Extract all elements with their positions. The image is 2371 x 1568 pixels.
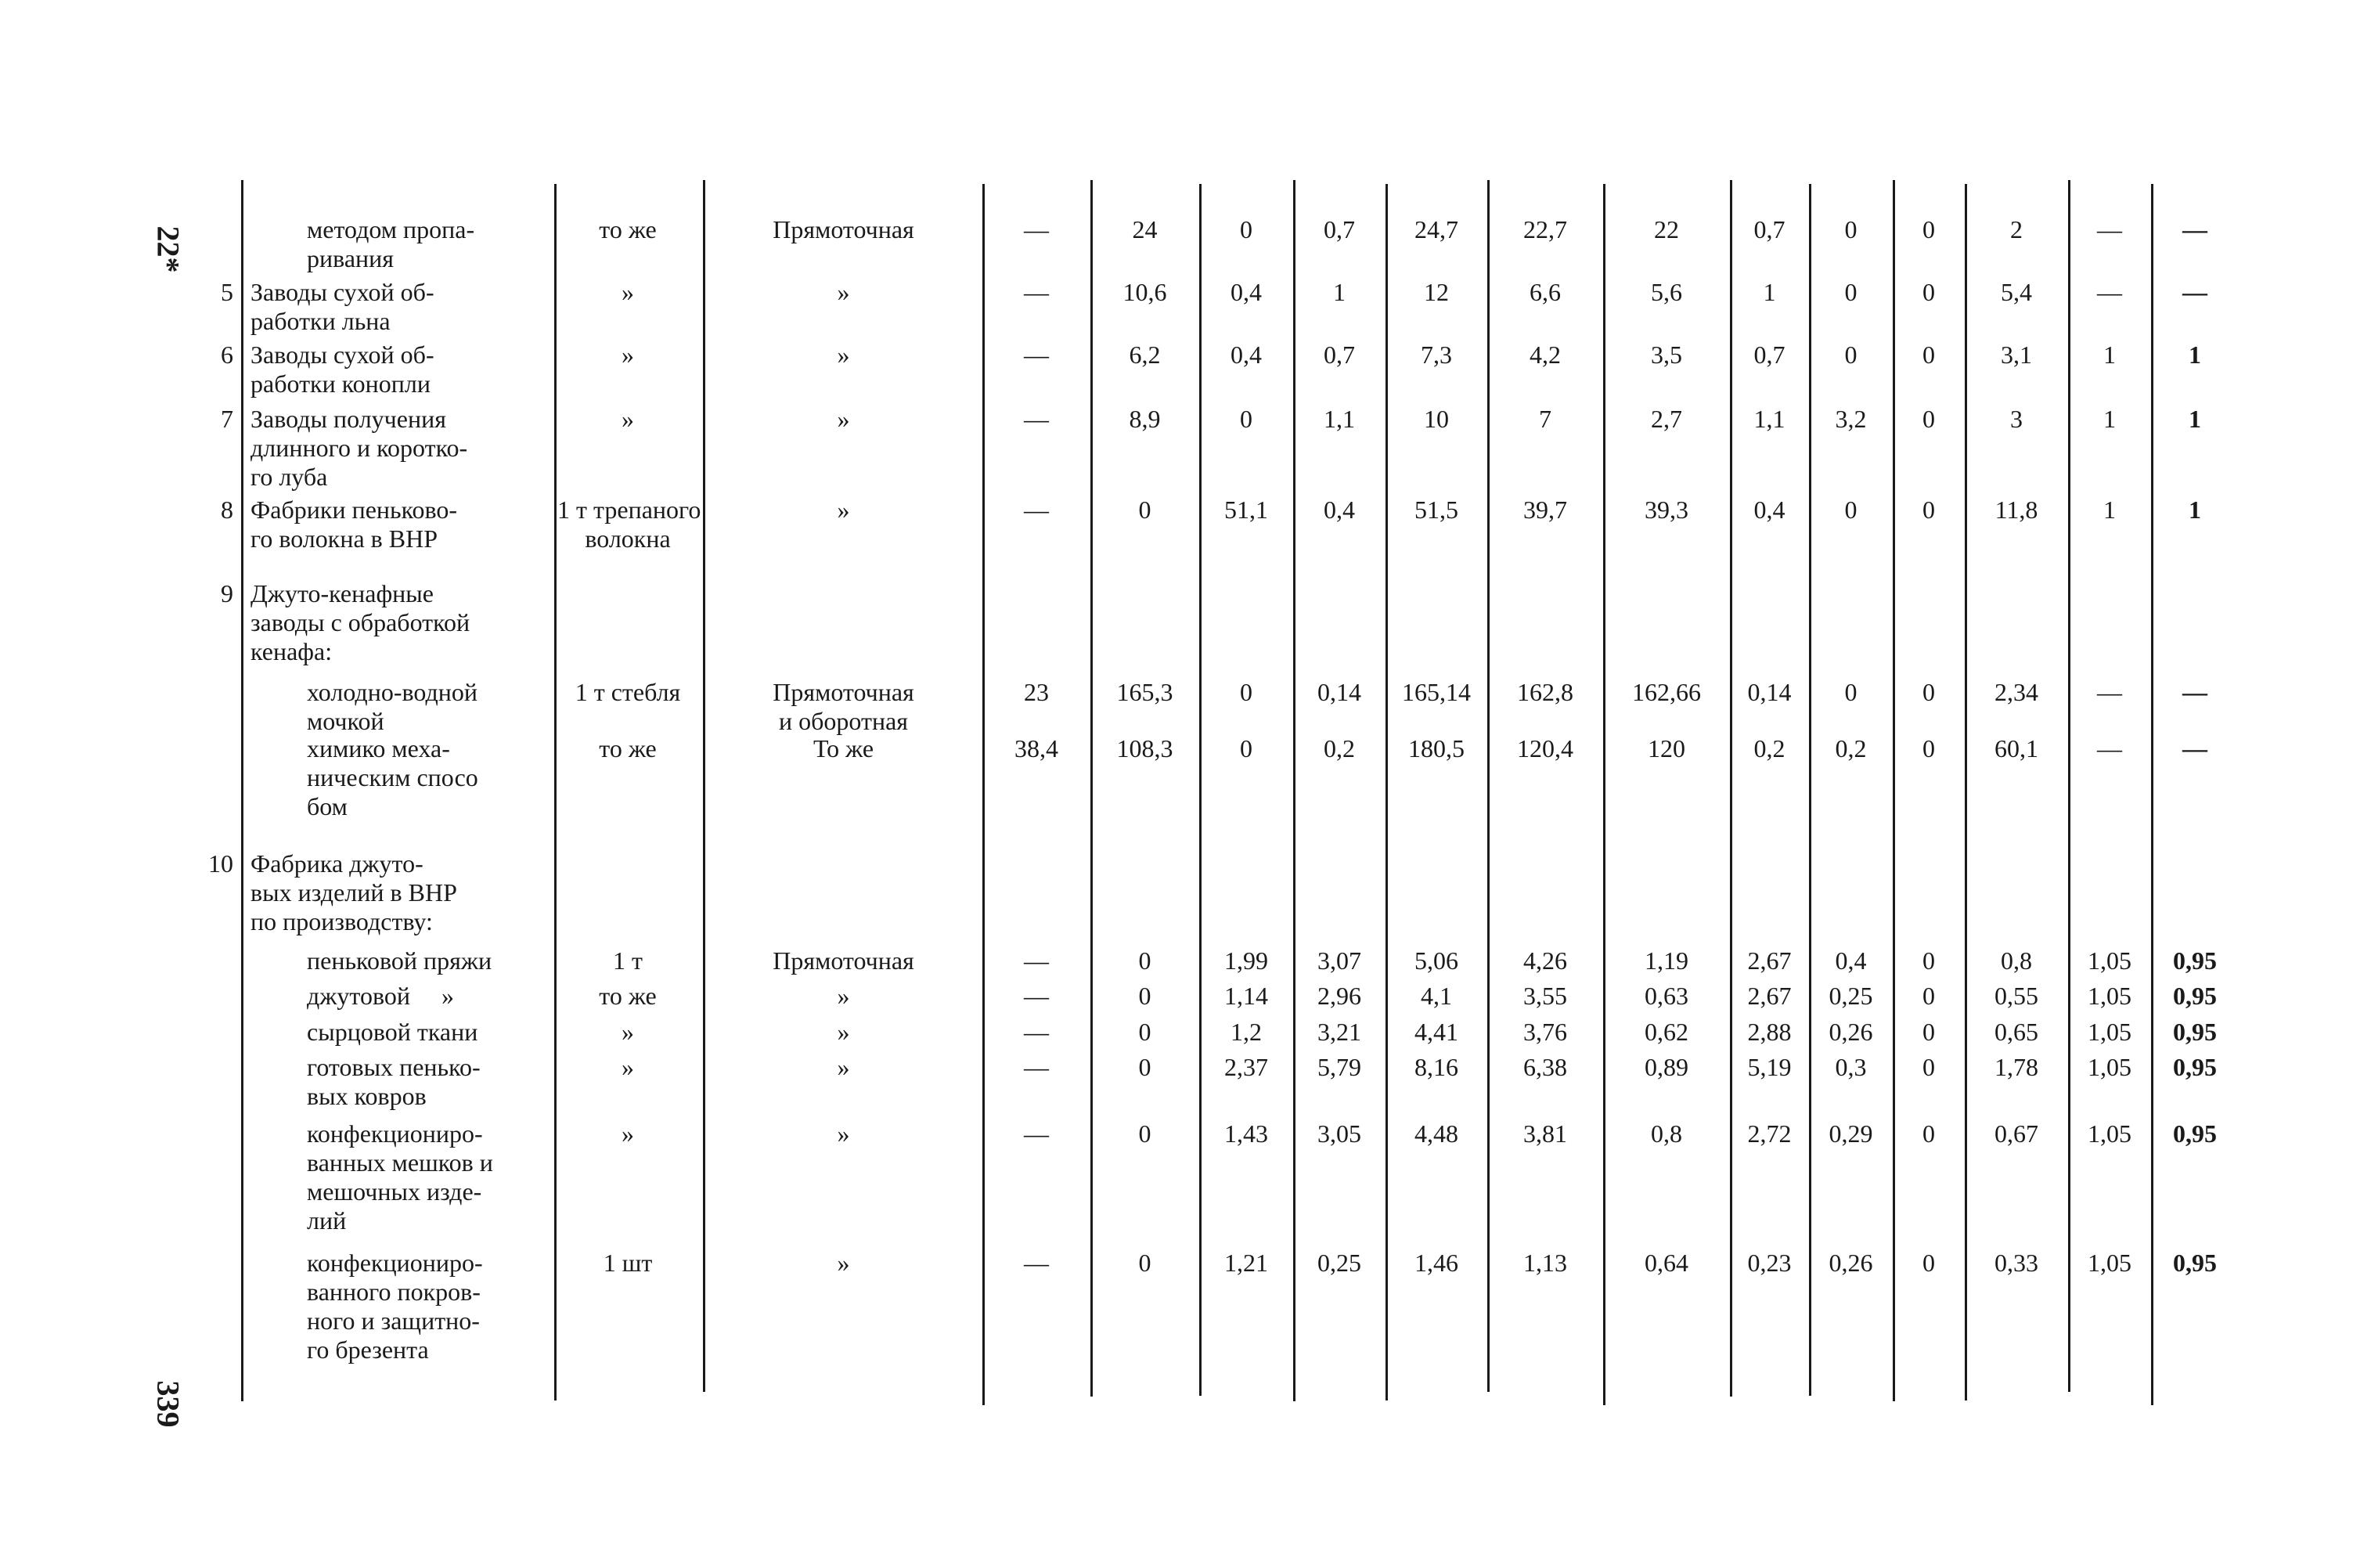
column-rule [241, 180, 243, 1401]
column-rule [703, 180, 705, 1392]
value-cell: — [1024, 496, 1049, 524]
value-cell: 2,72 [1747, 1119, 1792, 1148]
value-cell: 0,67 [1994, 1119, 2038, 1148]
value-cell: 1,14 [1224, 982, 1268, 1010]
item-name: Заводы сухой об- работки конопли [250, 341, 434, 398]
value-cell: 0,7 [1753, 215, 1785, 243]
value-cell: — [2182, 215, 2207, 243]
value-cell: 0,95 [2173, 1249, 2217, 1277]
value-cell: 120 [1648, 734, 1685, 762]
value-cell: 2,88 [1747, 1018, 1792, 1046]
value-cell: 1,05 [2088, 1119, 2131, 1148]
value-cell: 0,2 [1324, 734, 1355, 762]
value-cell: 3,07 [1317, 946, 1361, 975]
value-cell: 0 [1922, 496, 1935, 524]
value-cell: 0 [1844, 496, 1858, 524]
value-cell: 39,3 [1645, 496, 1688, 524]
value-cell: 5,6 [1651, 278, 1682, 306]
value-cell: 7,3 [1421, 341, 1452, 369]
value-cell: 0 [1844, 341, 1858, 369]
unit-cell: 1 шт [603, 1249, 653, 1277]
value-cell: 0,95 [2173, 946, 2217, 975]
value-cell: 22 [1654, 215, 1679, 243]
value-cell: 0,95 [2173, 982, 2217, 1010]
value-cell: — [2097, 278, 2122, 306]
scheme-cell: Прямоточная и оборотная [773, 678, 914, 735]
value-cell: 0 [1844, 678, 1858, 706]
value-cell: 10,6 [1122, 278, 1167, 306]
value-cell: 51,5 [1414, 496, 1458, 524]
value-cell: 1 [2189, 341, 2201, 369]
value-cell: 8,16 [1414, 1053, 1458, 1081]
value-cell: 2,34 [1994, 678, 2038, 706]
row-number: 8 [221, 496, 233, 524]
value-cell: 108,3 [1116, 734, 1173, 762]
value-cell: 6,6 [1530, 278, 1561, 306]
value-cell: 60,1 [1994, 734, 2038, 762]
value-cell: 120,4 [1517, 734, 1573, 762]
value-cell: 0,55 [1994, 982, 2038, 1010]
value-cell: 11,8 [1994, 496, 2038, 524]
value-cell: 0,4 [1835, 946, 1867, 975]
value-cell: 3,1 [2001, 341, 2032, 369]
value-cell: 0 [1240, 215, 1252, 243]
value-cell: 162,8 [1517, 678, 1573, 706]
value-cell: — [1024, 278, 1049, 306]
item-name: джутовой » [307, 982, 454, 1010]
item-name: конфекциониро- ванного покров- ного и защитно- го брезента [307, 1249, 483, 1364]
value-cell: 1,05 [2088, 946, 2131, 975]
value-cell: 2,67 [1747, 982, 1792, 1010]
value-cell: 3,05 [1317, 1119, 1361, 1148]
value-cell: 0,7 [1324, 215, 1355, 243]
value-cell: 0 [1844, 278, 1858, 306]
value-cell: 4,41 [1414, 1018, 1458, 1046]
row-number: 5 [221, 278, 233, 306]
value-cell: 0 [1138, 496, 1151, 524]
value-cell: 0 [1922, 1053, 1935, 1081]
value-cell: 1,43 [1224, 1119, 1268, 1148]
value-cell: 1,13 [1523, 1249, 1567, 1277]
value-cell: 23 [1024, 678, 1049, 706]
value-cell: — [1024, 1018, 1049, 1046]
value-cell: 1 [2103, 341, 2116, 369]
value-cell: 39,7 [1523, 496, 1567, 524]
scheme-cell: Прямоточная [773, 946, 914, 975]
signature-mark: 22* [150, 225, 186, 273]
value-cell: 0,8 [1651, 1119, 1682, 1148]
value-cell: 0 [1922, 278, 1935, 306]
value-cell: 0,14 [1317, 678, 1361, 706]
value-cell: 0 [1138, 1053, 1151, 1081]
value-cell: — [2182, 734, 2207, 762]
row-number: 6 [221, 341, 233, 369]
value-cell: 2,67 [1747, 946, 1792, 975]
row-number: 9 [221, 579, 233, 607]
value-cell: 165,3 [1116, 678, 1173, 706]
value-cell: 24 [1132, 215, 1158, 243]
value-cell: 1,46 [1414, 1249, 1458, 1277]
scheme-cell: » [837, 1119, 850, 1148]
value-cell: 0,4 [1324, 496, 1355, 524]
value-cell: — [2097, 734, 2122, 762]
value-cell: 1,1 [1753, 405, 1785, 433]
value-cell: 1 [2103, 405, 2116, 433]
scheme-cell: » [837, 278, 850, 306]
scheme-cell: » [837, 1053, 850, 1081]
value-cell: 1,78 [1994, 1053, 2038, 1081]
value-cell: 12 [1424, 278, 1449, 306]
value-cell: 0,95 [2173, 1053, 2217, 1081]
value-cell: 5,19 [1747, 1053, 1792, 1081]
value-cell: — [1024, 982, 1049, 1010]
value-cell: 24,7 [1414, 215, 1458, 243]
value-cell: 51,1 [1224, 496, 1268, 524]
value-cell: 10 [1424, 405, 1449, 433]
page-number: 339 [150, 1380, 186, 1428]
value-cell: 0,3 [1835, 1053, 1867, 1081]
item-name: Фабрика джуто- вых изделий в ВНР по производству: [250, 849, 457, 935]
value-cell: 0 [1922, 341, 1935, 369]
value-cell: 0 [1240, 678, 1252, 706]
value-cell: 2,37 [1224, 1053, 1268, 1081]
unit-cell: то же [599, 215, 657, 243]
item-name: Заводы сухой об- работки льна [250, 278, 434, 335]
value-cell: 3,76 [1523, 1018, 1567, 1046]
value-cell: — [1024, 215, 1049, 243]
value-cell: 4,1 [1421, 982, 1452, 1010]
value-cell: 1,19 [1645, 946, 1688, 975]
value-cell: 4,2 [1530, 341, 1561, 369]
value-cell: 0,26 [1829, 1018, 1873, 1046]
item-name: химико меха- ническим спосо бом [307, 734, 478, 820]
value-cell: 0 [1240, 405, 1252, 433]
value-cell: 0,62 [1645, 1018, 1688, 1046]
unit-cell: » [622, 341, 634, 369]
value-cell: 0,7 [1324, 341, 1355, 369]
item-name: методом пропа- ривания [307, 215, 475, 272]
value-cell: 4,26 [1523, 946, 1567, 975]
value-cell: 0 [1922, 678, 1935, 706]
value-cell: 0 [1138, 1249, 1151, 1277]
scheme-cell: » [837, 496, 850, 524]
value-cell: 7 [1539, 405, 1551, 433]
value-cell: 3,5 [1651, 341, 1682, 369]
value-cell: — [1024, 341, 1049, 369]
value-cell: 1 [2189, 496, 2201, 524]
value-cell: 3,21 [1317, 1018, 1361, 1046]
item-name: Заводы получения длинного и коротко- го луба [250, 405, 468, 491]
value-cell: 0,64 [1645, 1249, 1688, 1277]
value-cell: 0,95 [2173, 1018, 2217, 1046]
value-cell: 2 [2010, 215, 2023, 243]
value-cell: 2,7 [1651, 405, 1682, 433]
scheme-cell: » [837, 341, 850, 369]
row-number: 7 [221, 405, 233, 433]
value-cell: 0 [1922, 982, 1935, 1010]
value-cell: 0,25 [1317, 1249, 1361, 1277]
item-name: конфекциониро- ванных мешков и мешочных изде- лий [307, 1119, 493, 1235]
row-number: 10 [208, 849, 233, 878]
unit-cell: » [622, 278, 634, 306]
value-cell: 1 [2189, 405, 2201, 433]
value-cell: 0,26 [1829, 1249, 1873, 1277]
value-cell: 0 [1240, 734, 1252, 762]
value-cell: 3,81 [1523, 1119, 1567, 1148]
value-cell: 0 [1922, 215, 1935, 243]
value-cell: — [1024, 946, 1049, 975]
value-cell: 0,65 [1994, 1018, 2038, 1046]
value-cell: 165,14 [1402, 678, 1471, 706]
value-cell: 1,05 [2088, 1249, 2131, 1277]
value-cell: 1,05 [2088, 982, 2131, 1010]
value-cell: 1,21 [1224, 1249, 1268, 1277]
unit-cell: 1 т стебля [575, 678, 681, 706]
value-cell: 0 [1922, 1249, 1935, 1277]
value-cell: 0 [1922, 946, 1935, 975]
value-cell: 1 [2103, 496, 2116, 524]
item-name: Джуто-кенафные заводы с обработкой кенафа: [250, 579, 470, 665]
unit-cell: то же [599, 734, 657, 762]
value-cell: 0,14 [1747, 678, 1792, 706]
value-cell: — [1024, 1053, 1049, 1081]
value-cell: 0 [1138, 1018, 1151, 1046]
item-name: холодно-водной мочкой [307, 678, 477, 735]
value-cell: — [1024, 1119, 1049, 1148]
item-name: пеньковой пряжи [307, 946, 492, 975]
unit-cell: 1 т [613, 946, 643, 975]
column-rule [554, 184, 557, 1400]
value-cell: 0,4 [1231, 278, 1262, 306]
value-cell: 0,7 [1753, 341, 1785, 369]
unit-cell: » [622, 405, 634, 433]
value-cell: 0,25 [1829, 982, 1873, 1010]
value-cell: — [1024, 405, 1049, 433]
value-cell: 0,2 [1753, 734, 1785, 762]
value-cell: 1,1 [1324, 405, 1355, 433]
value-cell: 0 [1922, 405, 1935, 433]
item-name: готовых пенько- вых ковров [307, 1053, 481, 1110]
value-cell: 0,8 [2001, 946, 2032, 975]
value-cell: 5,06 [1414, 946, 1458, 975]
unit-cell: » [622, 1018, 634, 1046]
value-cell: 0,4 [1753, 496, 1785, 524]
value-cell: 1,99 [1224, 946, 1268, 975]
value-cell: 38,4 [1014, 734, 1058, 762]
item-name: Фабрики пеньково- го волокна в ВНР [250, 496, 458, 553]
value-cell: 0 [1922, 1018, 1935, 1046]
value-cell: 0 [1138, 982, 1151, 1010]
value-cell: 0,95 [2173, 1119, 2217, 1148]
scheme-cell: » [837, 1018, 850, 1046]
value-cell: — [2182, 278, 2207, 306]
value-cell: 0,4 [1231, 341, 1262, 369]
value-cell: 0,23 [1747, 1249, 1792, 1277]
value-cell: 162,66 [1632, 678, 1701, 706]
scheme-cell: » [837, 1249, 850, 1277]
value-cell: 0 [1138, 946, 1151, 975]
value-cell: 0,29 [1829, 1119, 1873, 1148]
value-cell: 22,7 [1523, 215, 1567, 243]
value-cell: — [2097, 678, 2122, 706]
value-cell: 5,4 [2001, 278, 2032, 306]
value-cell: 0,63 [1645, 982, 1688, 1010]
value-cell: 6,38 [1523, 1053, 1567, 1081]
value-cell: 0,33 [1994, 1249, 2038, 1277]
value-cell: 1,05 [2088, 1018, 2131, 1046]
value-cell: 4,48 [1414, 1119, 1458, 1148]
value-cell: 0 [1922, 734, 1935, 762]
value-cell: 1 [1763, 278, 1776, 306]
value-cell: 1 [1333, 278, 1346, 306]
value-cell: 0 [1138, 1119, 1151, 1148]
value-cell: 5,79 [1317, 1053, 1361, 1081]
scheme-cell: То же [813, 734, 874, 762]
value-cell: 180,5 [1408, 734, 1465, 762]
value-cell: 0 [1844, 215, 1858, 243]
value-cell: 3,2 [1835, 405, 1867, 433]
scheme-cell: » [837, 982, 850, 1010]
value-cell: 1,2 [1231, 1018, 1262, 1046]
unit-cell: » [622, 1119, 634, 1148]
value-cell: 0,2 [1835, 734, 1867, 762]
value-cell: 6,2 [1129, 341, 1161, 369]
value-cell: 0,89 [1645, 1053, 1688, 1081]
unit-cell: то же [599, 982, 657, 1010]
unit-cell: 1 т трепаного волокна [557, 496, 701, 553]
value-cell: 0 [1922, 1119, 1935, 1148]
scheme-cell: » [837, 405, 850, 433]
item-name: сырцовой ткани [307, 1018, 478, 1046]
value-cell: — [2097, 215, 2122, 243]
unit-cell: » [622, 1053, 634, 1081]
value-cell: 2,96 [1317, 982, 1361, 1010]
value-cell: 1,05 [2088, 1053, 2131, 1081]
value-cell: — [1024, 1249, 1049, 1277]
scheme-cell: Прямоточная [773, 215, 914, 243]
value-cell: — [2182, 678, 2207, 706]
value-cell: 3,55 [1523, 982, 1567, 1010]
value-cell: 8,9 [1129, 405, 1161, 433]
value-cell: 3 [2010, 405, 2023, 433]
